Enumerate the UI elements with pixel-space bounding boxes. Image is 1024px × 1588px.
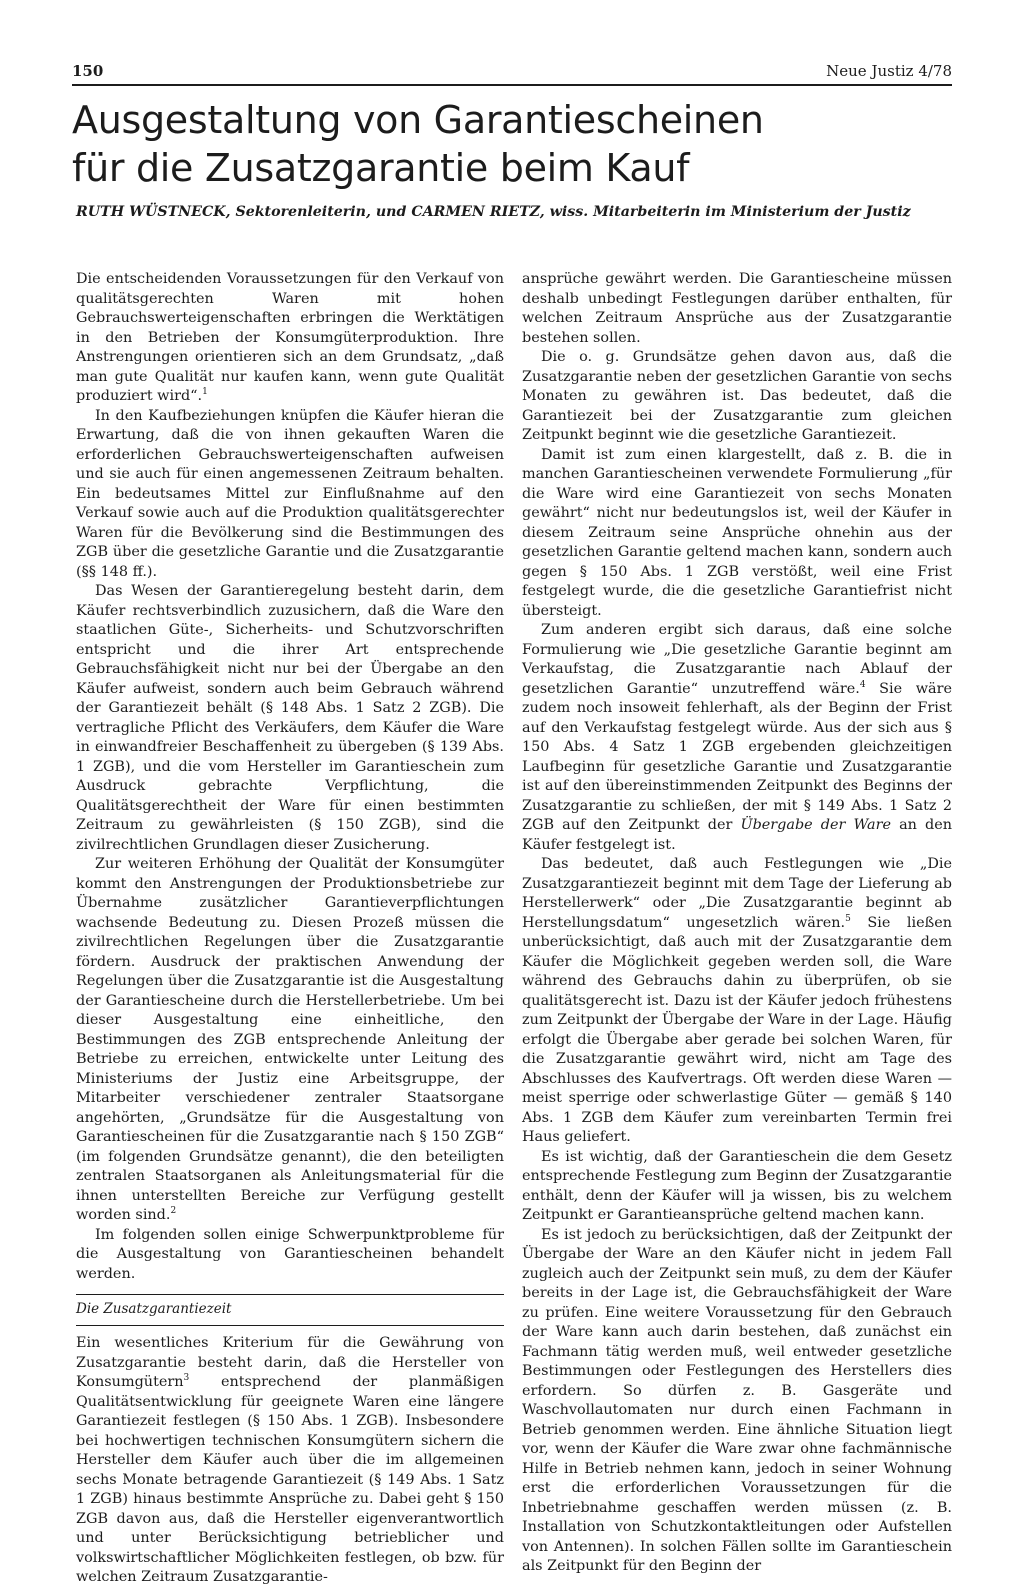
- journal-issue: Neue Justiz 4/78: [826, 62, 952, 80]
- article-title: [72, 96, 952, 192]
- page-number: 150: [72, 62, 104, 80]
- section-heading: Die Zusatzgarantiezeit: [76, 1295, 504, 1326]
- paragraph: Zum anderen ergibt sich daraus, daß eine solche Formulierung wie „Die gesetzliche Garantie beginnt am Verkaufstag, die Zusatzgarantie nach Ablauf der gesetzlichen Garantie“ unzutreffend wäre.$^4$ Sie wäre zudem noch insoweit fehlerhaft, als der Beginn der Frist auf den Verkaufstag festgelegt würde. Aus der sich aus § 150 Abs. 4 Satz 1 ZGB ergebenden gleichzeitigen Laufbeginn für gesetzliche Garantie und Zusatzgarantie ist auf den übereinstimmenden Zeitpunkt des Beginns der Zusatzgarantie zu schließen, der mit § 149 Abs. 1 Satz 2 ZGB auf den Zeitpunkt der Übergabe der Ware an den Käufer festgelegt ist.: [522, 622, 953, 853]
- paragraph: Zur weiteren Erhöhung der Qualität der Konsumgüter kommt den Anstrengungen der Produktionsbetriebe zur Übernahme zusätzlicher Garantieverpflichtungen wachsende Bedeutung zu. Diesen Prozeß müssen die zivilrechtlichen Regelungen über die Zusatzgarantie fördern. Ausdruck der praktischen Anwendung der Regelungen über die Zusatzgarantie ist die Ausgestaltung der Garantiescheine durch die Herstellerbetriebe. Um bei dieser Ausgestaltung eine einheitliche, den Bestimmungen des ZGB entsprechende Anleitung der Betriebe zu erreichen, entwickelte unter Leitung des Ministeriums der Justiz eine Arbeitsgruppe, der Mitarbeiter verschiedener zentraler Staatsorgane angehörten, „Grundsätze für die Ausgestaltung von Garantiescheinen für die Zusatzgarantie nach § 150 ZGB“ (im folgenden Grundsätze genannt), die den beteiligten zentralen Staatsorganen als Anleitungsmaterial für die ihnen unterstellten Bereiche zur Verfügung gestellt worden sind.$^2$: [76, 856, 504, 1223]
- paragraph: ansprüche gewährt werden. Die Garantiescheine müssen deshalb unbedingt Festlegungen darüber enthalten, für welchen Zeitraum Ansprüche aus der Zusatzgarantie bestehen sollen.: [522, 271, 952, 346]
- footnote-ref: 5: [845, 913, 851, 924]
- paragraph: Es ist wichtig, daß der Garantieschein die dem Gesetz entsprechende Festlegung zum Beginn der Zusatzgarantie enthält, denn der Käufer will ja wissen, bis zu welchem Zeitpunkt er Garantieansprüche geltend machen kann.: [522, 1148, 952, 1223]
- paragraph: In den Kaufbeziehungen knüpfen die Käufer hieran die Erwartung, daß die von ihnen gekauften Waren die erforderlichen Gebrauchswerteigenschaften aufweisen und sie auch für einen angemessenen Zeitraum behalten. Ein bedeutsames Mittel zur Einflußnahme auf den Verkauf sowie auch auf die Produktion qualitätsgerechter Waren für die Bevölkerung sind die Bestimmungen des ZGB über die gesetzliche Garantie und die Zusatzgarantie (§§ 148 ff.).: [76, 407, 504, 580]
- paragraph: Es ist jedoch zu berücksichtigen, daß der Zeitpunkt der Übergabe der Ware an den Käufer nicht in jedem Fall zugleich auch der Zeitpunkt sein muß, zu dem der Käufer bereits in der Lage ist, die Gebrauchsfähigkeit der Ware zu prüfen. Eine weitere Voraussetzung für den Gebrauch der Ware kann auch darin bestehen, daß zunächst ein Fachmann tätig werden muß, weil entweder gesetzliche Bestimmungen oder Festlegungen des Herstellers dies erfordern. So dürfen z. B. Gasgeräte und Waschvollautomaten nur durch einen Fachmann in Betrieb genommen werden. Eine ähnliche Situation liegt vor, wenn der Käufer die Ware zwar ohne fachmännische Hilfe in Betrieb nehmen kann, jedoch in seiner Wohnung erst die erforderlichen Voraussetzungen für die Inbetriebnahme geschaffen werden müssen (z. B. Installation von Schutzkontaktleitungen oder Aufstellen von Antennen). In solchen Fällen sollte im Garantieschein als Zeitpunkt für den Beginn der: [522, 1226, 952, 1574]
- paragraph: Damit ist zum einen klargestellt, daß z. B. die in manchen Garantiescheinen verwendete Formulierung „für die Ware wird eine Garantiezeit von sechs Monaten gewährt“ nicht nur bedeutungslos ist, weil der Käufer in diesem Zeitraum seine Ansprüche ohnehin aus der gesetzlichen Garantie geltend machen kann, sondern auch gegen § 150 Abs. 1 ZGB verstößt, weil eine Frist festgelegt wurde, die die gesetzliche Garantiefrist nicht übersteigt.: [522, 446, 952, 619]
- paragraph: Das Wesen der Garantieregelung besteht darin, dem Käufer rechtsverbindlich zuzusichern, daß die Ware den staatlichen Güte-, Sicherheits- und Schutzvorschriften entspricht und die ihrer Art entsprechende Gebrauchsfähigkeit nicht nur bei der Übergabe an den Käufer aufweist, sondern auch beim Gebrauch während der Garantiezeit behält (§ 148 Abs. 1 Satz 2 ZGB). Die vertragliche Pflicht des Verkäufers, dem Käufer die Ware in einwandfreier Beschaffenheit zu übergeben (§ 139 Abs. 1 ZGB), und die vom Hersteller im Garantieschein zum Ausdruck gebrachte Verpflichtung, die Qualitätsgerechtheit der Ware für einen bestimmten Zeitraum zu gewährleisten (§ 150 ZGB), sind die zivilrechtlichen Grundlagen dieser Zusicherung.: [76, 583, 504, 853]
- title-line-1: Ausgestaltung von Garantiescheinen: [72, 98, 764, 142]
- footnote-ref: 3: [183, 1373, 190, 1384]
- page-header: [72, 62, 952, 84]
- footnote-ref: 2: [170, 1206, 177, 1217]
- article-byline: RUTH WÜSTNECK, Sektorenleiterin, und CARMEN RIETZ, wiss. Mitarbeiterin im Ministerium der Justiz: [76, 204, 911, 220]
- paragraph: Die entscheidenden Voraussetzungen für den Verkauf von qualitätsgerechten Waren mit hohen Gebrauchswerteigenschaften erbringen die Werktätigen in den Betrieben der Konsumgüterproduktion. Ihre Anstrengungen orientieren sich an dem Grundsatz, „daß man gute Qualität nur kaufen kann, wenn gute Qualität produziert wird“.$^1$: [76, 271, 504, 404]
- left-column: [76, 270, 504, 1588]
- right-column: [522, 270, 952, 1577]
- header-rule: [72, 84, 952, 86]
- footnote-ref: 4: [859, 679, 866, 690]
- paragraph: Das bedeutet, daß auch Festlegungen wie „Die Zusatzgarantiezeit beginnt mit dem Tage der Lieferung ab Herstellerwerk“ oder „Die Zusatzgarantie beginnt ab Herstellungsdatum“ ungesetzlich wären.$^5$ Sie ließen unberücksichtigt, daß auch mit der Zusatzgarantie dem Käufer die Möglichkeit gegeben werden soll, die Ware während des Gebrauchs dahin zu überprüfen, ob sie qualitätsgerecht ist. Dazu ist der Käufer jedoch frühestens zum Zeitpunkt der Übergabe der Ware in der Lage. Häufig erfolgt die Übergabe aber gerade bei solchen Waren, für die Zusatzgarantie gewährt wird, nicht am Tage des Abschlusses des Kaufvertrags. Oft werden diese Waren — meist sperrige oder schwerlastige Güter — gemäß § 140 Abs. 1 ZGB dem Käufer zum vereinbarten Termin frei Haus geliefert.: [522, 856, 952, 1145]
- footnote-ref: 1: [202, 387, 208, 398]
- paragraph: Die o. g. Grundsätze gehen davon aus, daß die Zusatzgarantie neben der gesetzlichen Garantie von sechs Monaten zu gewähren ist. Das bedeutet, daß die Garantiezeit bei der Zusatzgarantie zum gleichen Zeitpunkt beginnt wie die gesetzliche Garantiezeit.: [522, 349, 952, 443]
- title-line-2: für die Zusatzgarantie beim Kauf: [72, 146, 690, 190]
- paragraph: Ein wesentliches Kriterium für die Gewährung von Zusatzgarantie besteht darin, daß die Hersteller von Konsumgütern$^3$ entsprechend der planmäßigen Qualitätsentwicklung für geeignete Waren eine längere Garantiezeit festlegen (§ 150 Abs. 1 ZGB). Insbesondere bei hochwertigen technischen Konsumgütern sichern die Hersteller dem Käufer auch über die im allgemeinen sechs Monate betragende Garantiezeit (§ 149 Abs. 1 Satz 1 ZGB) hinaus bestimmte Ansprüche zu. Dabei geht § 150 ZGB davon aus, daß die Hersteller eigenverantwortlich und unter Berücksichtigung betrieblicher und volkswirtschaftlicher Möglichkeiten festlegen, ob bzw. für welchen Zeitraum Zusatzgarantie-: [76, 1335, 504, 1585]
- emphasis-text: Übergabe der Ware: [740, 817, 891, 833]
- paragraph: Im folgenden sollen einige Schwerpunktprobleme für die Ausgestaltung von Garantiescheinen behandelt werden.: [76, 1226, 504, 1282]
